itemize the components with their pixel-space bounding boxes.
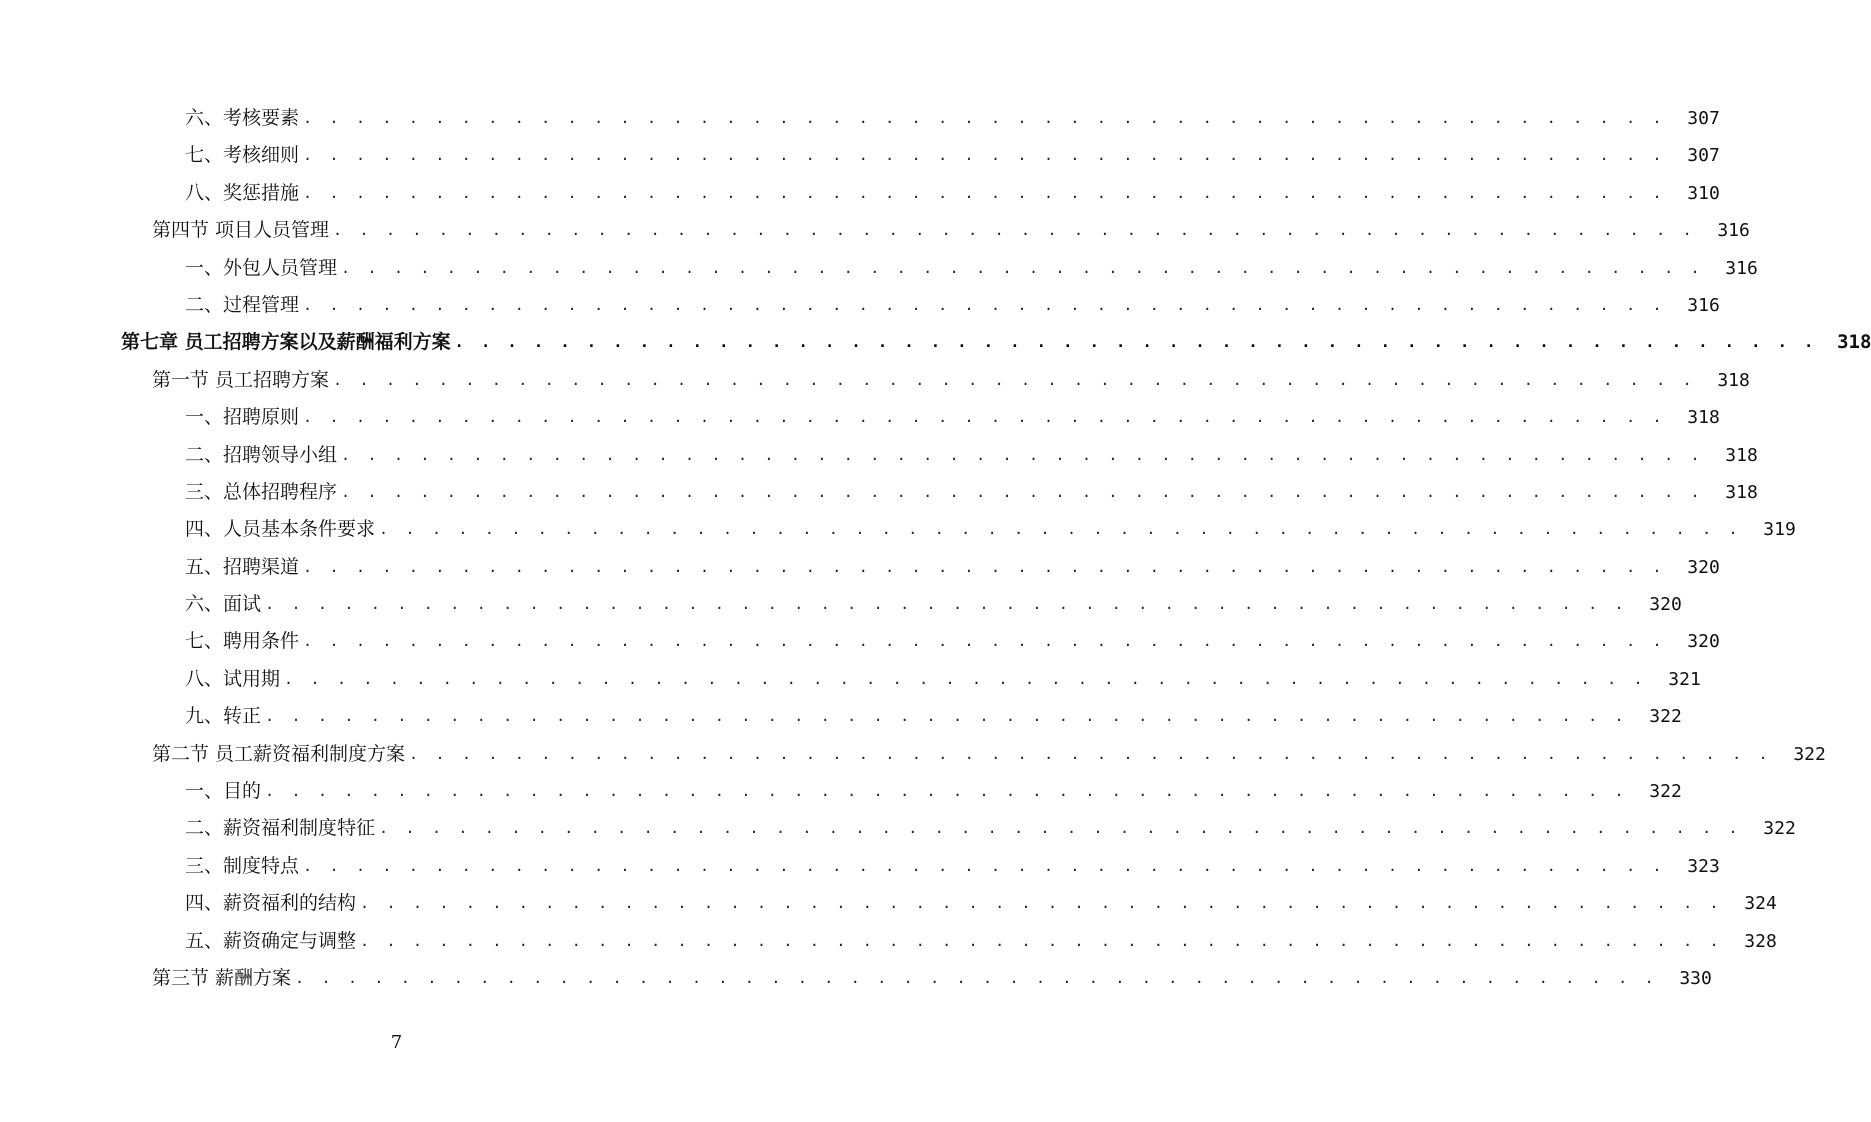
toc-entry-page: 321 [1668,668,1701,690]
toc-entry-page: 322 [1649,706,1682,728]
toc-entry-page: 318 [1687,407,1720,429]
toc-leader-dots: . . . . . . . . . . . . . . . . . . . . . . . . . . . . . . . . . . . . . . . . . . . . . . . . . . . . [360,894,1723,913]
toc-entry-page: 318 [1725,444,1758,466]
table-of-contents [0,100,1871,997]
toc-leader-dots: . . . . . . . . . . . . . . . . . . . . . . . . . . . . . . . . . . . . . . . . . . . . . . . . . . . . [409,744,1772,763]
toc-entry-title: 八、奖惩措施 [185,181,300,204]
toc-entry-title: 三、制度特点 [185,854,300,877]
toc-entry-item [0,848,1720,885]
toc-entry-page: 320 [1687,556,1720,578]
toc-entry-title: 第一节 员工招聘方案 [152,368,330,391]
toc-entry-page: 328 [1744,930,1777,952]
toc-leader-dots: . . . . . . . . . . . . . . . . . . . . . . . . . . . . . . . . . . . . . . . . . . . . . . . . . . . . [265,782,1628,801]
toc-entry-page: 318 [1717,369,1750,391]
toc-entry-page: 322 [1763,818,1796,840]
toc-entry-page: 322 [1793,743,1826,765]
toc-leader-dots: . . . . . . . . . . . . . . . . . . . . . . . . . . . . . . . . . . . . . . . . . . . . . . . . . . . . [303,109,1666,127]
toc-leader-dots: . . . . . . . . . . . . . . . . . . . . . . . . . . . . . . . . . . . . . . . . . . . . . . . . . . . . [303,183,1666,202]
toc-entry-item [0,923,1777,960]
toc-entry-item [0,773,1682,810]
toc-entry-item [0,661,1701,698]
toc-entry-title: 八、试用期 [185,667,281,690]
toc-leader-dots: . . . . . . . . . . . . . . . . . . . . . . . . . . . . . . . . . . . . . . . . . . . . . . . . . . . . [303,295,1666,314]
toc-leader-dots: . . . . . . . . . . . . . . . . . . . . . . . . . . . . . . . . . . . . . . . . . . . . . . . . . . . . [333,221,1696,240]
toc-leader-dots: . . . . . . . . . . . . . . . . . . . . . . . . . . . . . . . . . . . . . . . . . . . . . . . . . . . . [284,669,1647,688]
toc-entry-item [0,474,1758,511]
toc-leader-dots: . . . . . . . . . . . . . . . . . . . . . . . . . . . . . . . . . . . . . . . . . . . . . . . . . . . . [341,258,1704,277]
toc-leader-dots: . . . . . . . . . . . . . . . . . . . . . . . . . . . . . . . . . . . . . . . . . . . . . . . . . . . . [265,707,1628,726]
toc-leader-dots: . . . . . . . . . . . . . . . . . . . . . . . . . . . . . . . . . . . . . . . . . . . . . . . . . . . . [303,146,1666,165]
toc-entry-item [0,100,1720,137]
toc-entry-page: 318 [1837,331,1871,354]
toc-entry-chapter [0,324,1871,361]
toc-leader-dots: . . . . . . . . . . . . . . . . . . . . . . . . . . . . . . . . . . . . . . . . . . . . . . . . . . . . [341,445,1704,464]
toc-entry-title: 一、外包人员管理 [185,256,338,279]
toc-entry-title: 五、薪资确定与调整 [185,929,357,952]
toc-leader-dots: . . . . . . . . . . . . . . . . . . . . . . . . . . . . . . . . . . . . . . . . . . . . . . . . . . . . [265,595,1628,614]
toc-entry-item [0,437,1758,474]
toc-leader-dots: . . . . . . . . . . . . . . . . . . . . . . . . . . . . . . . . . . . . . . . . . . . . . . . . . . . . [303,557,1666,576]
toc-entry-title: 一、招聘原则 [185,406,300,429]
toc-entry-page: 316 [1725,257,1758,279]
toc-entry-section [0,362,1750,399]
toc-entry-item [0,698,1682,735]
toc-entry-item [0,623,1720,660]
toc-leader-dots: . . . . . . . . . . . . . . . . . . . . . . . . . . . . . . . . . . . . . . . . . . . . . . . . . . . . [379,819,1742,838]
toc-entry-title: 二、薪资福利制度特征 [185,817,376,840]
toc-entry-page: 310 [1687,182,1720,204]
toc-entry-title: 三、总体招聘程序 [185,480,338,503]
toc-entry-title: 六、考核要素 [185,107,300,129]
toc-entry-title: 四、人员基本条件要求 [185,518,376,541]
toc-entry-page: 318 [1725,481,1758,503]
toc-entry-item [0,810,1796,847]
toc-entry-page: 307 [1687,108,1720,129]
toc-entry-page: 323 [1687,855,1720,877]
toc-entry-page: 316 [1687,294,1720,316]
toc-entry-title: 第二节 员工薪资福利制度方案 [152,742,406,765]
toc-entry-title: 四、薪资福利的结构 [185,892,357,915]
toc-leader-dots: . . . . . . . . . . . . . . . . . . . . . . . . . . . . . . . . . . . . . . . . . . . . . . . . . . . . [295,968,1658,987]
toc-entry-title: 五、招聘渠道 [185,555,300,578]
toc-leader-dots: . . . . . . . . . . . . . . . . . . . . . . . . . . . . . . . . . . . . . . . . . . . . . . . . . . . . [303,408,1666,427]
toc-entry-page: 320 [1649,594,1682,616]
toc-leader-dots: . . . . . . . . . . . . . . . . . . . . . . . . . . . . . . . . . . . . . . . . . . . . . . . . . . . . [303,856,1666,875]
toc-entry-item [0,287,1720,324]
toc-entry-title: 第三节 薪酬方案 [152,966,292,989]
page-number: 7 [390,1032,403,1053]
toc-entry-title: 一、目的 [185,780,262,803]
toc-entry-item [0,885,1777,922]
toc-entry-page: 324 [1744,893,1777,915]
toc-entry-page: 320 [1687,631,1720,653]
toc-entry-section [0,212,1750,249]
toc-entry-title: 九、转正 [185,705,262,728]
toc-entry-page: 307 [1687,145,1720,167]
toc-leader-dots: . . . . . . . . . . . . . . . . . . . . . . . . . . . . . . . . . . . . . . . . . . . . . . . . . . . . [341,482,1704,501]
toc-leader-dots: . . . . . . . . . . . . . . . . . . . . . . . . . . . . . . . . . . . . . . . . . . . . . . . . . . . . [360,931,1723,950]
toc-leader-dots: . . . . . . . . . . . . . . . . . . . . . . . . . . . . . . . . . . . . . . . . . . . . . . . . . . . . [333,370,1696,389]
toc-leader-dots: . . . . . . . . . . . . . . . . . . . . . . . . . . . . . . . . . . . . . . . . . . . . . . . . . . . . [454,333,1818,352]
toc-leader-dots: . . . . . . . . . . . . . . . . . . . . . . . . . . . . . . . . . . . . . . . . . . . . . . . . . . . . [303,632,1666,651]
toc-entry-title: 六、面试 [185,593,262,616]
toc-entry-item [0,586,1682,623]
toc-entry-section [0,960,1712,997]
toc-entry-title: 七、聘用条件 [185,630,300,653]
toc-entry-item [0,137,1720,174]
toc-entry-item [0,175,1720,212]
toc-entry-title: 第四节 项目人员管理 [152,219,330,242]
toc-entry-page: 319 [1763,519,1796,541]
toc-entry-item [0,511,1796,548]
toc-entry-item [0,399,1720,436]
toc-entry-title: 二、招聘领导小组 [185,443,338,466]
toc-entry-page: 330 [1679,967,1712,989]
toc-entry-page: 322 [1649,781,1682,803]
toc-entry-title: 二、过程管理 [185,293,300,316]
toc-entry-item [0,250,1758,287]
toc-entry-item [0,549,1720,586]
toc-entry-section [0,736,1826,773]
toc-entry-page: 316 [1717,220,1750,242]
toc-entry-title: 七、考核细则 [185,144,300,167]
toc-leader-dots: . . . . . . . . . . . . . . . . . . . . . . . . . . . . . . . . . . . . . . . . . . . . . . . . . . . . [379,520,1742,539]
toc-entry-title: 第七章 员工招聘方案以及薪酬福利方案 [121,331,451,354]
